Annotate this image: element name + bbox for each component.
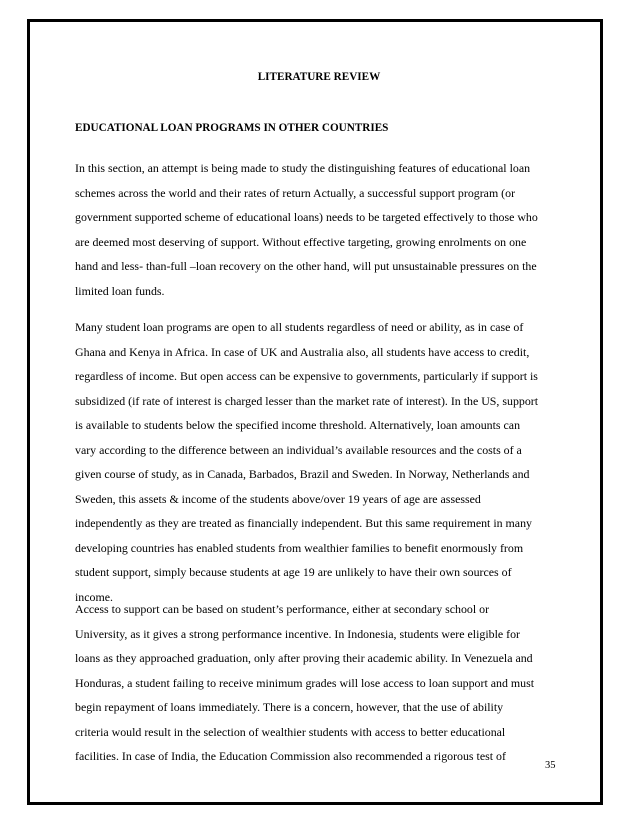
text-line: independently as they are treated as financially independent. But this same requirement in many [75, 516, 532, 530]
text-line: facilities. In case of India, the Education Commission also recommended a rigorous test of [75, 749, 506, 763]
text-line: is available to students below the specified income threshold. Alternatively, loan amounts can [75, 418, 521, 432]
text-line: vary according to the difference between an individual’s available resources and the costs of a [75, 442, 522, 457]
text-line: Access to support can be based on student’s performance, either at secondary school or [75, 602, 490, 616]
text-line: hand and less- than-full –loan recovery on the other hand, will put unsustainable pressures on the [75, 259, 537, 273]
text-line: subsidized (if rate of interest is charged lesser than the market rate of interest). In the US, support [75, 393, 539, 408]
paragraph-3 [75, 597, 569, 769]
paragraph-1 [75, 156, 569, 303]
text-line: Many student loan programs are open to all students regardless of need or ability, as in case of [75, 320, 524, 334]
text-line: Sweden, this assets & income of the students above/over 19 years of age are assessed [75, 491, 481, 506]
text-line: government supported scheme of educational loans) needs to be targeted effectively to those who [75, 210, 538, 224]
text-line: income. [75, 589, 113, 604]
text-line: given course of study, as in Canada, Barbados, Brazil and Sweden. In Norway, Netherlands and [75, 467, 530, 481]
page-number: 35 [545, 760, 556, 771]
text-line: Ghana and Kenya in Africa. In case of UK and Australia also, all students have access to credit, [75, 344, 530, 359]
page-title: LITERATURE REVIEW [257, 71, 381, 83]
text-line: limited loan funds. [75, 283, 165, 298]
text-line: student support, simply because students at age 19 are unlikely to have their own sources of [75, 565, 512, 579]
text-line: are deemed most deserving of support. Without effective targeting, growing enrolments on one [75, 234, 527, 249]
text-line: schemes across the world and their rates of return Actually, a successful support program (or [75, 185, 516, 200]
text-line: begin repayment of loans immediately. There is a concern, however, that the use of ability [75, 700, 504, 714]
text-line: criteria would result in the selection of wealthier students with access to better educational [75, 724, 506, 739]
text-line: regardless of income. But open access can be expensive to governments, particularly if support is [75, 369, 538, 383]
paragraph-2 [75, 315, 569, 609]
text-line: loans as they approached graduation, only after proving their academic ability. In Venezuela and [75, 651, 533, 665]
section-heading: EDUCATIONAL LOAN PROGRAMS IN OTHER COUNTRIES [75, 122, 389, 134]
text-line: Honduras, a student failing to receive minimum grades will lose access to loan support and must [75, 675, 535, 690]
text-line: University, as it gives a strong performance incentive. In Indonesia, students were eligible for [75, 626, 520, 641]
text-line: developing countries has enabled students from wealthier families to benefit enormously from [75, 540, 524, 555]
text-line: In this section, an attempt is being made to study the distinguishing features of educational loan [75, 161, 531, 175]
